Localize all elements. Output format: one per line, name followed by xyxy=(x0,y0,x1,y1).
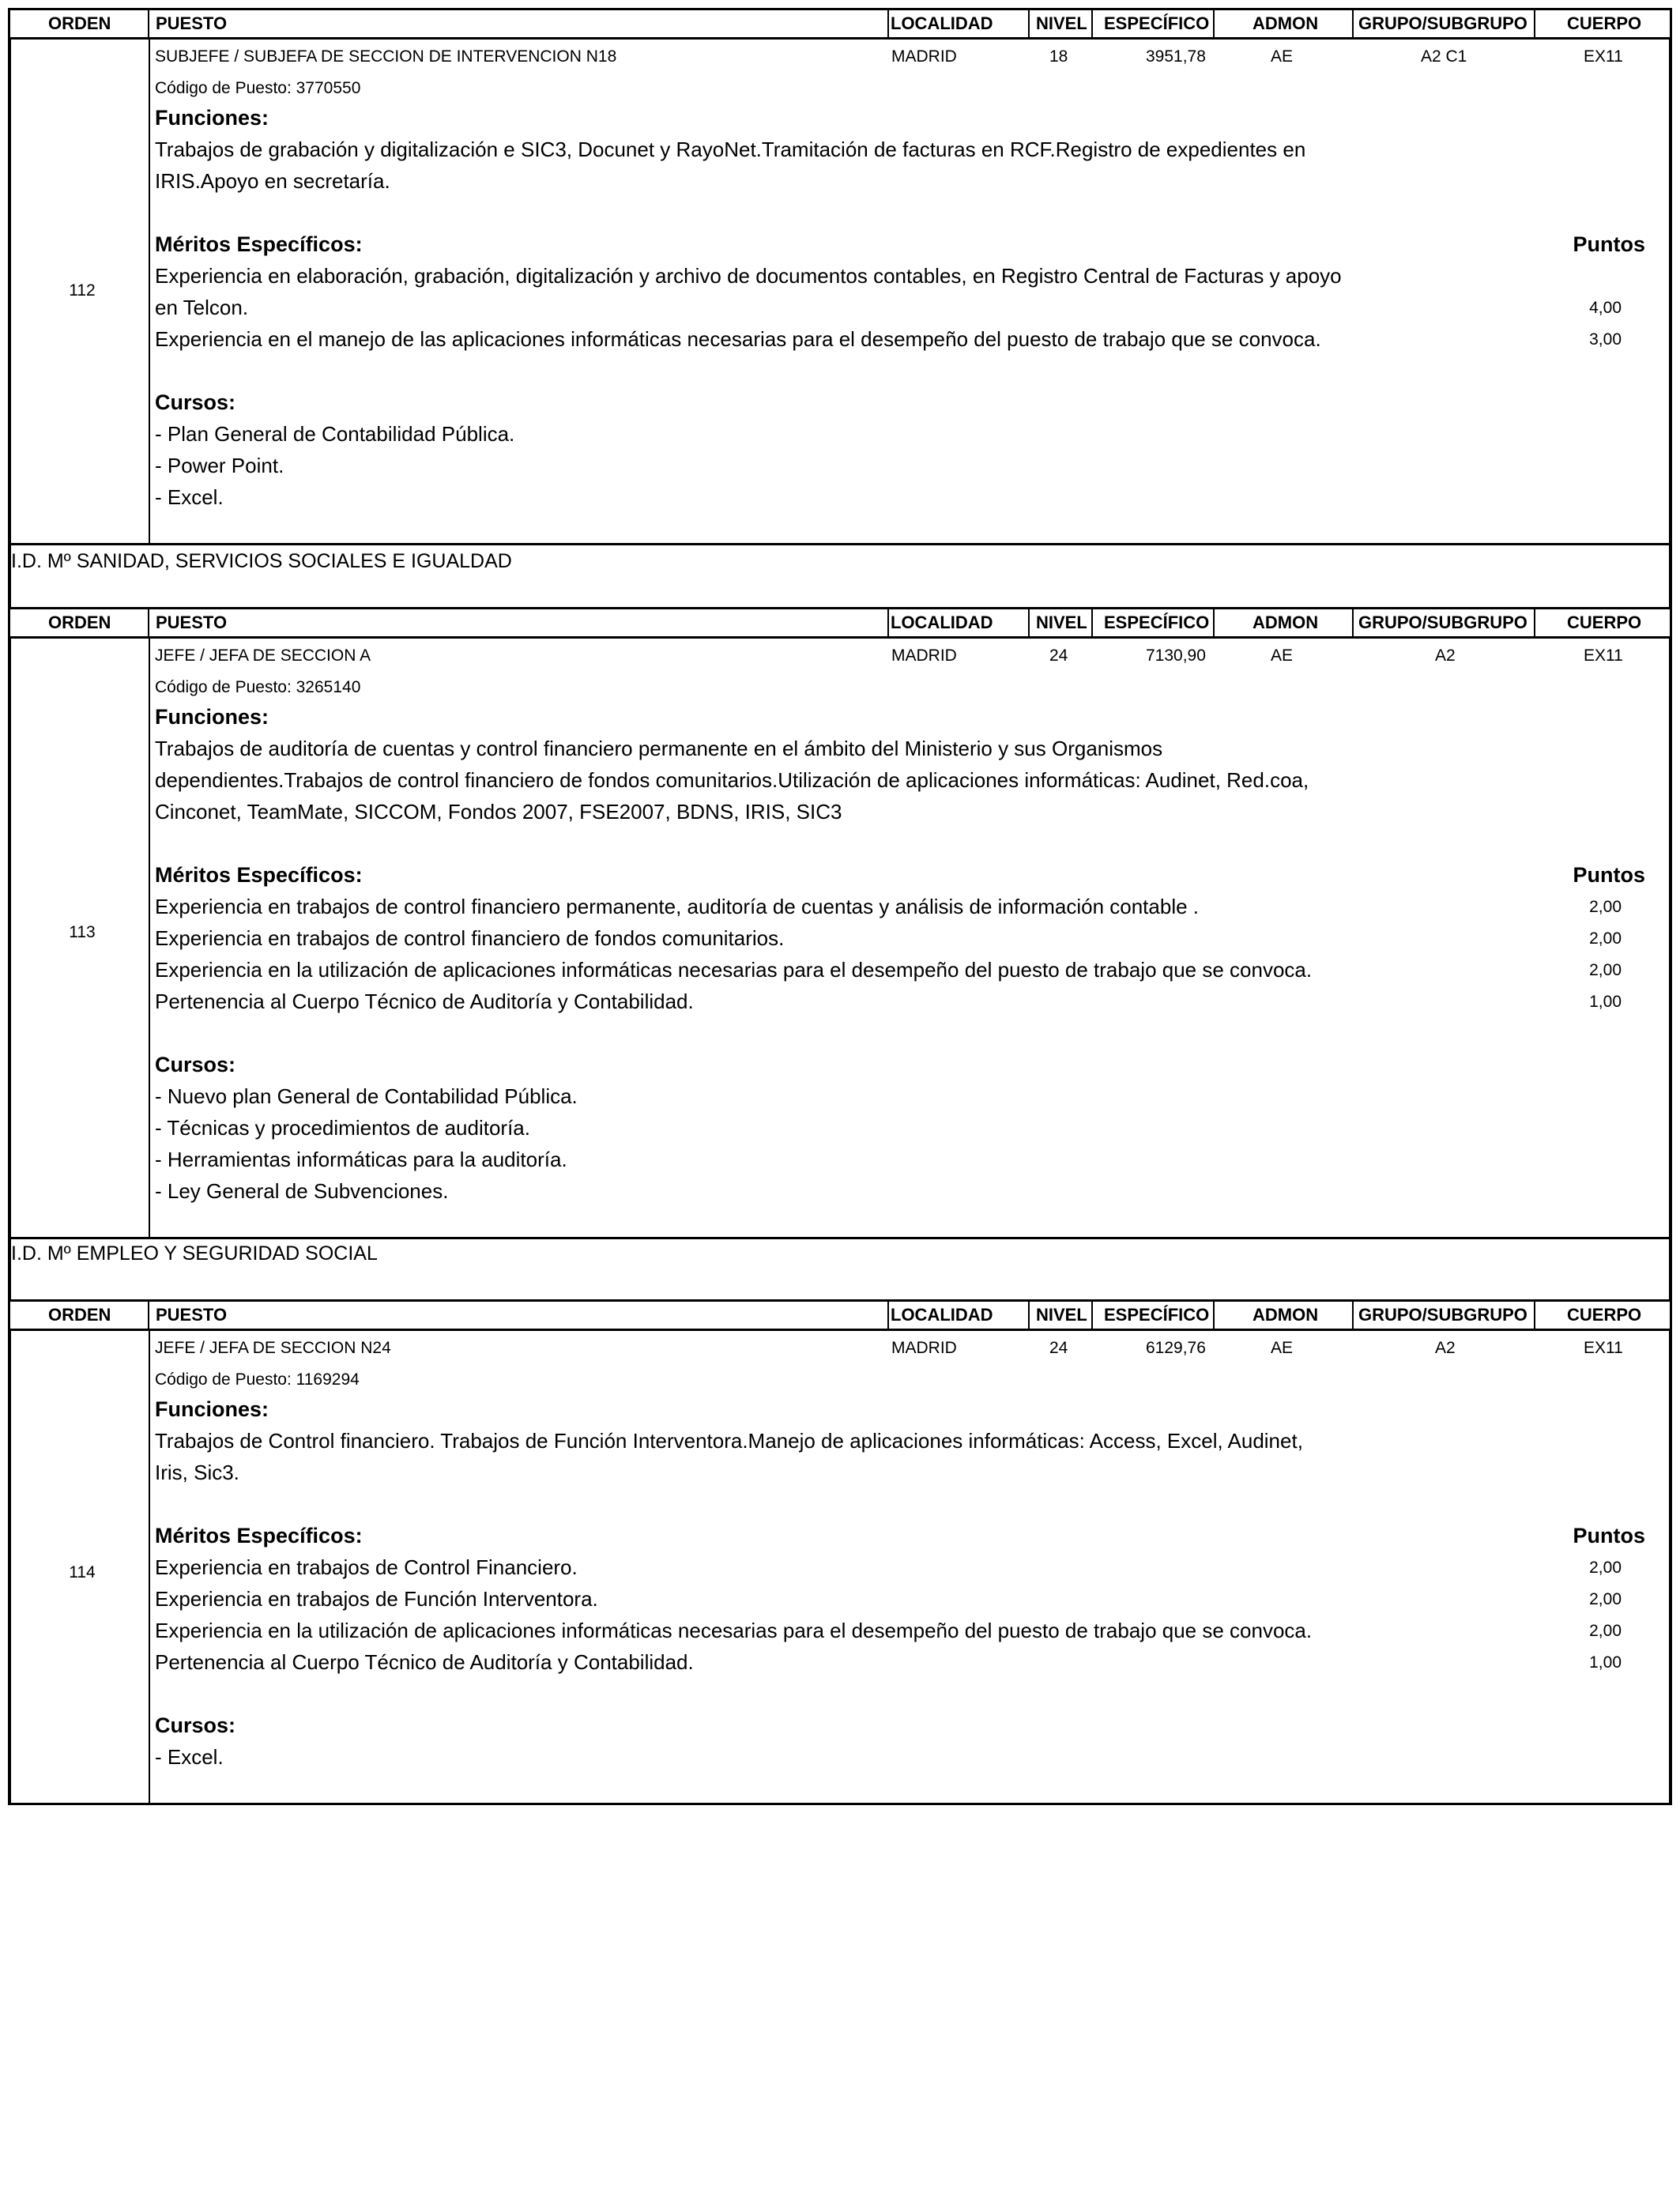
admon-value: AE xyxy=(1271,47,1294,66)
header-nivel: NIVEL xyxy=(1036,1305,1087,1325)
merito-puntos: 2,00 xyxy=(1589,961,1622,979)
header-nivel: NIVEL xyxy=(1036,613,1087,632)
header-localidad: LOCALIDAD xyxy=(891,613,993,632)
header-orden: ORDEN xyxy=(48,613,111,632)
orden-number: 112 xyxy=(69,281,96,300)
header-especifico: ESPECÍFICO xyxy=(1104,13,1210,33)
puesto-title: SUBJEFE / SUBJEFA DE SECCION DE INTERVENCION N18 xyxy=(155,47,617,66)
header-especifico: ESPECÍFICO xyxy=(1104,1305,1210,1325)
entry-row xyxy=(8,40,1672,545)
merito-puntos: 4,00 xyxy=(1589,299,1622,317)
curso-item: - Excel. xyxy=(155,485,224,509)
cursos-label: Cursos: xyxy=(155,390,236,414)
grupo-value: A2 C1 xyxy=(1421,47,1467,66)
funciones-label: Funciones: xyxy=(155,705,269,729)
puntos-label: Puntos xyxy=(1573,232,1645,256)
localidad-value: MADRID xyxy=(891,647,957,665)
merito-puntos: 2,00 xyxy=(1589,898,1622,916)
orden-number: 113 xyxy=(69,923,96,941)
puesto-title: JEFE / JEFA DE SECCION N24 xyxy=(155,1339,391,1357)
header-puesto: PUESTO xyxy=(156,1305,228,1325)
header-grupo: GRUPO/SUBGRUPO xyxy=(1358,613,1527,632)
header-puesto: PUESTO xyxy=(156,13,228,33)
funciones-line: dependientes.Trabajos de control financiero de fondos comunitarios.Utilización de aplicaciones informáticas: Audinet, Red.coa, xyxy=(155,768,1309,792)
merito-puntos: 1,00 xyxy=(1589,993,1622,1011)
curso-item: - Excel. xyxy=(155,1745,224,1769)
cursos-label: Cursos: xyxy=(155,1053,236,1076)
cuerpo-value: EX11 xyxy=(1584,1339,1623,1357)
merito-line: Experiencia en la utilización de aplicaciones informáticas necesarias para el desempeño del puesto de trabajo que se convoca. xyxy=(155,958,1313,982)
nivel-value: 18 xyxy=(1049,47,1068,66)
grupo-value: A2 xyxy=(1435,647,1456,665)
header-nivel: NIVEL xyxy=(1036,13,1087,33)
funciones-line: Trabajos de Control financiero. Trabajos de Función Interventora.Manejo de aplicaciones informáticas: Access, Excel, Audinet, xyxy=(155,1429,1303,1453)
table-header xyxy=(8,607,1672,639)
merito-puntos: 2,00 xyxy=(1589,1622,1622,1640)
meritos-label: Méritos Específicos: xyxy=(155,232,363,256)
merito-line: en Telcon. xyxy=(155,296,249,319)
cuerpo-value: EX11 xyxy=(1584,47,1623,66)
especifico-value: 7130,90 xyxy=(1146,647,1206,665)
merito-puntos: 2,00 xyxy=(1589,929,1622,948)
funciones-line: Trabajos de auditoría de cuentas y control financiero permanente en el ámbito del Ministerio y sus Organismos xyxy=(155,737,1163,760)
entry-row xyxy=(8,639,1672,1239)
header-orden: ORDEN xyxy=(48,13,111,33)
nivel-value: 24 xyxy=(1049,1339,1068,1357)
header-localidad: LOCALIDAD xyxy=(891,13,993,33)
merito-line: Pertenencia al Cuerpo Técnico de Auditoría y Contabilidad. xyxy=(155,1650,694,1674)
table-header xyxy=(8,8,1672,40)
funciones-line: IRIS.Apoyo en secretaría. xyxy=(155,169,390,193)
header-puesto: PUESTO xyxy=(156,613,228,632)
puntos-label: Puntos xyxy=(1573,1524,1645,1547)
header-admon: ADMON xyxy=(1252,13,1319,33)
puntos-label: Puntos xyxy=(1573,863,1645,887)
nivel-value: 24 xyxy=(1049,647,1068,665)
header-admon: ADMON xyxy=(1252,1305,1319,1325)
funciones-line: Iris, Sic3. xyxy=(155,1461,239,1484)
merito-line: Pertenencia al Cuerpo Técnico de Auditoría y Contabilidad. xyxy=(155,990,694,1013)
header-cuerpo: CUERPO xyxy=(1567,13,1642,33)
grupo-value: A2 xyxy=(1435,1339,1456,1357)
header-especifico: ESPECÍFICO xyxy=(1104,613,1210,632)
puesto-title: JEFE / JEFA DE SECCION A xyxy=(155,647,371,665)
admon-value: AE xyxy=(1271,1339,1294,1357)
curso-item: - Técnicas y procedimientos de auditoría. xyxy=(155,1116,530,1140)
funciones-label: Funciones: xyxy=(155,106,269,130)
header-grupo: GRUPO/SUBGRUPO xyxy=(1358,1305,1527,1325)
curso-item: - Ley General de Subvenciones. xyxy=(155,1179,449,1203)
merito-puntos: 2,00 xyxy=(1589,1590,1622,1608)
merito-line: Experiencia en trabajos de Función Interventora. xyxy=(155,1587,598,1611)
localidad-value: MADRID xyxy=(891,1339,957,1357)
localidad-value: MADRID xyxy=(891,47,957,66)
curso-item: - Nuevo plan General de Contabilidad Pública. xyxy=(155,1084,578,1108)
funciones-label: Funciones: xyxy=(155,1397,269,1421)
section-title: I.D. Mº EMPLEO Y SEGURIDAD SOCIAL xyxy=(11,1242,378,1265)
curso-item: - Herramientas informáticas para la auditoría. xyxy=(155,1148,567,1171)
table-header xyxy=(8,1299,1672,1331)
header-cuerpo: CUERPO xyxy=(1567,613,1642,632)
merito-line: Experiencia en el manejo de las aplicaciones informáticas necesarias para el desempeño del puesto de trabajo que se convoca. xyxy=(155,327,1321,351)
entry-row xyxy=(8,1331,1672,1805)
merito-puntos: 1,00 xyxy=(1589,1653,1622,1672)
meritos-label: Méritos Específicos: xyxy=(155,863,363,887)
merito-line: Experiencia en trabajos de control financiero de fondos comunitarios. xyxy=(155,926,785,950)
merito-puntos: 2,00 xyxy=(1589,1559,1622,1577)
header-orden: ORDEN xyxy=(48,1305,111,1325)
header-localidad: LOCALIDAD xyxy=(891,1305,993,1325)
funciones-line: Cinconet, TeamMate, SICCOM, Fondos 2007, FSE2007, BDNS, IRIS, SIC3 xyxy=(155,800,842,824)
orden-number: 114 xyxy=(69,1563,96,1581)
curso-item: - Plan General de Contabilidad Pública. xyxy=(155,422,515,446)
merito-puntos: 3,00 xyxy=(1589,330,1622,349)
header-grupo: GRUPO/SUBGRUPO xyxy=(1358,13,1527,33)
codigo-puesto: Código de Puesto: 1169294 xyxy=(155,1370,360,1389)
section-title: I.D. Mº SANIDAD, SERVICIOS SOCIALES E IGUALDAD xyxy=(11,550,512,572)
admon-value: AE xyxy=(1271,647,1294,665)
codigo-puesto: Código de Puesto: 3770550 xyxy=(155,79,361,97)
curso-item: - Power Point. xyxy=(155,454,284,477)
header-admon: ADMON xyxy=(1252,613,1319,632)
funciones-line: Trabajos de grabación y digitalización e SIC3, Docunet y RayoNet.Tramitación de facturas en RCF.Registro de expedientes en xyxy=(155,138,1306,161)
merito-line: Experiencia en trabajos de control financiero permanente, auditoría de cuentas y análisis de información contable . xyxy=(155,895,1200,918)
especifico-value: 3951,78 xyxy=(1146,47,1206,66)
merito-line: Experiencia en elaboración, grabación, digitalización y archivo de documentos contables, en Registro Central de Facturas y apoyo xyxy=(155,264,1342,288)
codigo-puesto: Código de Puesto: 3265140 xyxy=(155,678,361,696)
merito-line: Experiencia en la utilización de aplicaciones informáticas necesarias para el desempeño del puesto de trabajo que se convoca. xyxy=(155,1619,1313,1642)
meritos-label: Méritos Específicos: xyxy=(155,1524,363,1547)
header-cuerpo: CUERPO xyxy=(1567,1305,1642,1325)
cuerpo-value: EX11 xyxy=(1584,647,1623,665)
especifico-value: 6129,76 xyxy=(1146,1339,1206,1357)
cursos-label: Cursos: xyxy=(155,1713,236,1737)
merito-line: Experiencia en trabajos de Control Financiero. xyxy=(155,1555,578,1579)
